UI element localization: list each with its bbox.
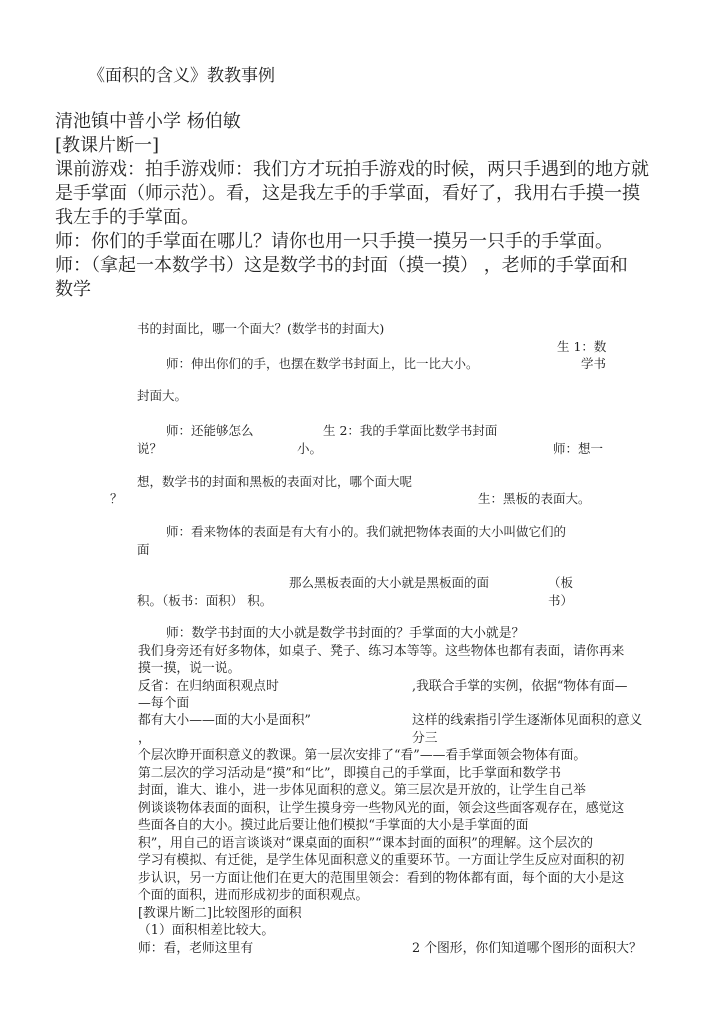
text-fragment: （板 (548, 575, 574, 590)
text-fragment: 生 2：我的手掌面比数学书封面 (323, 423, 498, 438)
text-fragment: ？ (110, 491, 123, 506)
text-fragment: 师：还能够怎么 (166, 423, 254, 438)
paragraph-line: 我们身旁还有好多物体，如桌子、凳子、练习本等等。这些物体也都有表面，请你再来 (138, 644, 625, 659)
paragraph-line: 师：看，老师这里有 (138, 941, 254, 956)
text-fragment: 师：想一 (553, 441, 604, 456)
paragraph-line: 我左手的手掌面。 (55, 207, 199, 228)
paragraph-line: 这样的线索指引学生逐渐体见面积的意义 (412, 713, 643, 728)
section-heading: [教课片断一] (55, 135, 160, 156)
paragraph-line: 个层次睁开面积意义的教课。第一层次安排了“看”——看手掌面领会物体有面。 (138, 748, 587, 763)
paragraph-line: 积”，用自己的语言谈谈对“课桌面的面积”“课本封面的面积”的理解。这个层次的 (138, 836, 594, 851)
paragraph-line: 些面各自的大小。摸过此后要让他们模拟“手掌面的大小是手掌面的面 (138, 818, 529, 833)
text-fragment: 生：黑板的表面大。 (478, 491, 591, 506)
paragraph-line: ,我联合手掌的实例，依据“物体有面— (412, 679, 628, 694)
text-fragment: 说？ (137, 441, 163, 456)
paragraph-line: 学习有模拟、有迁徙，是学生体见面积意义的重要环节。一方面让学生反应对面积的初 (138, 853, 625, 868)
paragraph-line: 第二层次的学习活动是“摸”和“比”，即摸自己的手掌面，比手掌面和数学书 (138, 766, 561, 781)
paragraph-line: 封面，谁大、谁小，进一步体见面积的意义。第三层次是开放的，让学生自己举 (138, 783, 586, 798)
text-fragment: 那么黑板表面的大小就是黑板面的面 (289, 575, 490, 590)
paragraph-line: 师：数学书封面的大小就是数学书封面的？手掌面的大小就是？ (166, 626, 525, 641)
paragraph-line: 反省：在归纳面积观点时 (138, 679, 279, 694)
section-heading: [教课片断二]比较图形的面积 (138, 906, 302, 921)
paragraph-line: （1）面积相差比较大。 (138, 923, 275, 938)
text-fragment: 书） (548, 593, 574, 608)
paragraph-line: 都有大小——面的大小是面积” (138, 713, 311, 728)
paragraph-line: 个面的面积，进而形成初步的面积观点。 (138, 888, 369, 903)
paragraph-line: 是手掌面（师示范）。看，这是我左手的手掌面，看好了，我用右手摸一摸 (55, 183, 640, 204)
text-fragment: 封面大。 (137, 388, 188, 403)
paragraph-line: 摸一摸，说一说。 (138, 661, 241, 676)
text-fragment: 小。 (297, 441, 323, 456)
document-title: 《面积的含义》教教事例 (88, 66, 275, 86)
text-fragment: 师：伸出你们的手，也摆在数学书封面上，比一比大小。 (166, 356, 479, 371)
paragraph-line: 师：你们的手掌面在哪儿？请你也用一只手摸一摸另一只手的手掌面。 (55, 231, 613, 252)
text-fragment: 学书 (581, 356, 607, 371)
text-fragment: 想，数学书的封面和黑板的表面对比，哪个面大呢 (137, 474, 413, 489)
paragraph-line: 例谈谈物体表面的面积，让学生摸身旁一些物风光的面，领会这些面客观存在，感觉这 (138, 801, 625, 816)
text-fragment: 面 (137, 542, 150, 557)
text-fragment: 书的封面比，哪一个面大？(数学书的封面大) (137, 321, 385, 336)
paragraph-line: ， (138, 731, 151, 746)
author-line: 清池镇中普小学 杨伯敏 (55, 111, 241, 132)
text-fragment: 积。（板书：面积） 积。 (137, 593, 273, 608)
paragraph-line: 分三 (412, 731, 438, 746)
text-fragment: 师：看来物体的表面是有大有小的。我们就把物体表面的大小叫做它们的 (166, 524, 567, 539)
text-fragment: 生 1：数 (557, 339, 607, 354)
paragraph-line: 师：（拿起一本数学书）这是数学书的封面（摸一摸） ，老师的手掌面和 (55, 255, 628, 276)
paragraph-line: —每个面 (138, 696, 190, 711)
paragraph-line: 课前游戏：拍手游戏师：我们方才玩拍手游戏的时候，两只手遇到的地方就 (55, 159, 649, 180)
paragraph-line: 步认识，另一方面让他们在更大的范围里领会：看到的物体都有面，每个面的大小是这 (138, 871, 625, 886)
paragraph-line: 数学 (55, 279, 91, 300)
paragraph-line: 2 个图形，你们知道哪个图形的面积大？ (412, 941, 642, 956)
